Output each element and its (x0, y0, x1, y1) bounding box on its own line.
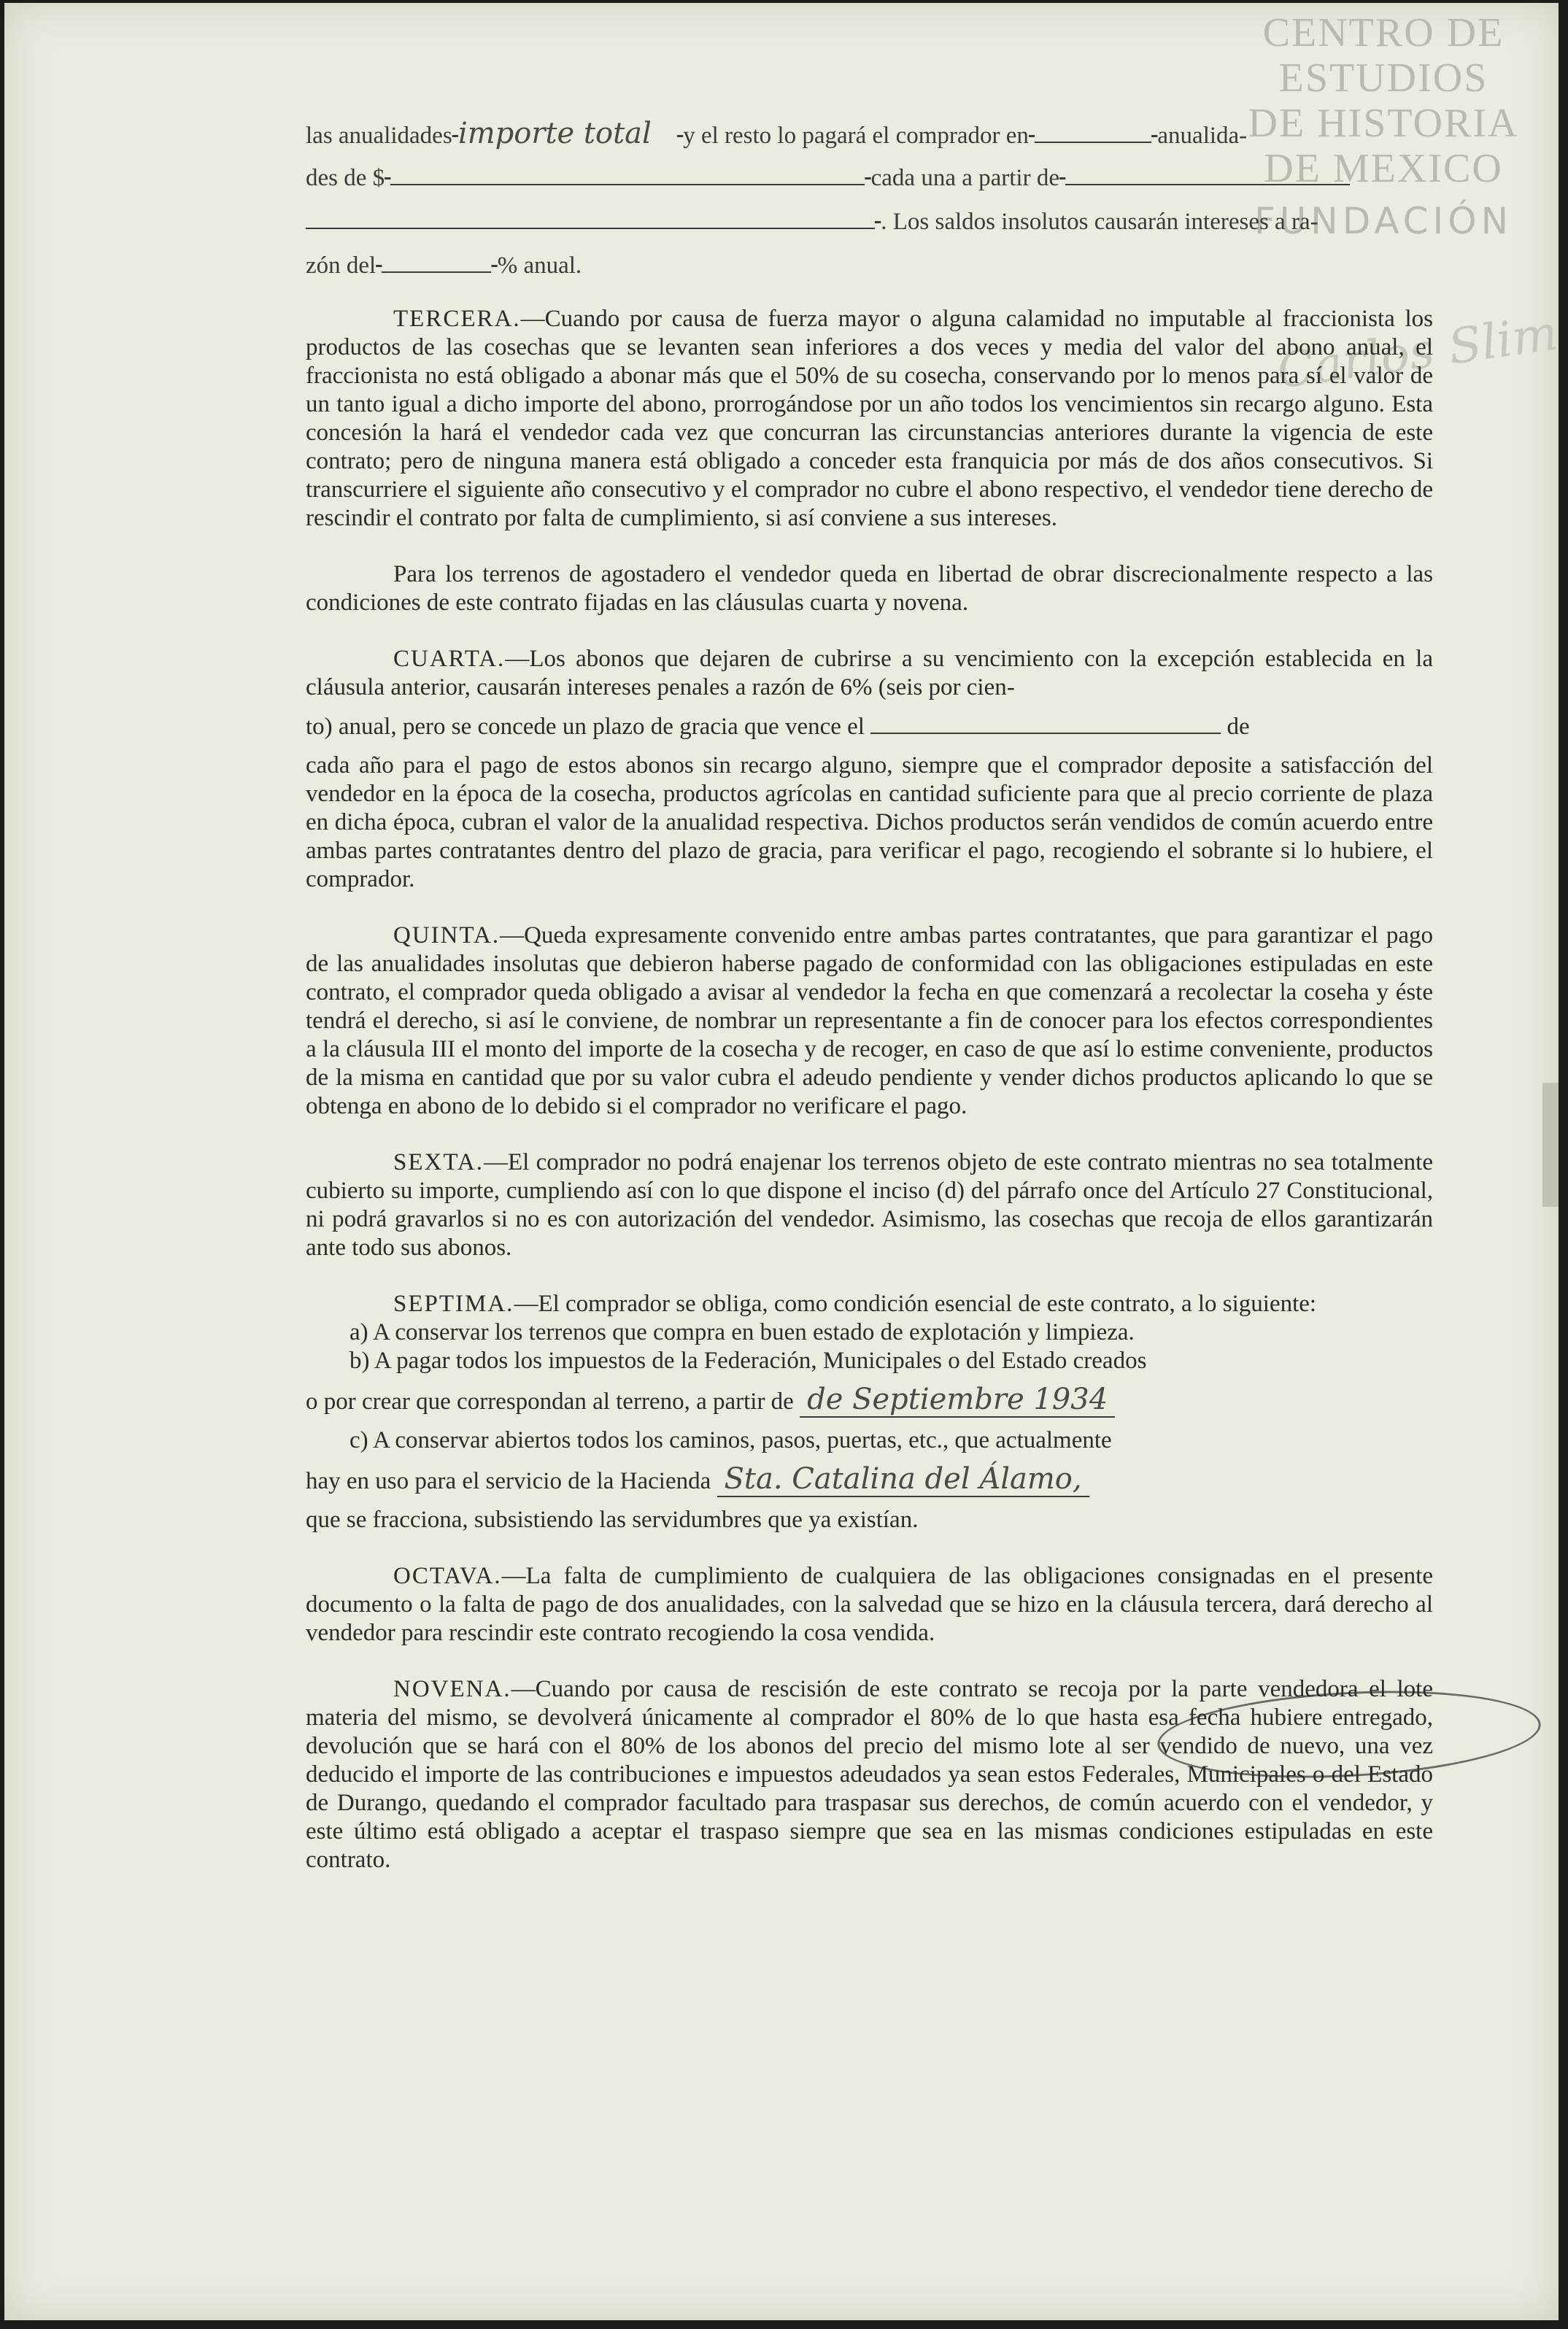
clause-heading: CUARTA. (393, 646, 506, 672)
handwritten-importe: importe total (457, 117, 652, 150)
watermark-signature: Carlos Slim (1273, 304, 1561, 400)
clause-text: —Cuando por causa de fuerza mayor o alguna calamidad no imputable al fraccionista los productos de las cosechas que se levanten sean inferiores a dos veces y media del valor del abono anual, el fraccionista no está obligado a abonar más que el 50% de su cosecha, conservando por lo menos para sí el valor de un tanto igual a dicho importe del abono, prorrogándose por un año todos los vencimientos sin recargo alguno. Esta concesión la hará el vendedor cada vez que concurran las circunstancias anteriores durante la vigencia de este contrato; pero de ninguna manera está obligado a conceder esta franquicia por más de dos años consecutivos. Si transcurriere el siguiente año consecutivo y el comprador no cubre el abono respectivo, el vendedor tiene derecho de rescindir el contrato por falta de cumplimiento, si así conviene a sus intereses. (306, 306, 1433, 531)
clause-tercera (306, 305, 1433, 533)
watermark-line: DE MEXICO (1264, 146, 1503, 191)
watermark-line: DE HISTORIA (1248, 101, 1519, 146)
handwritten-hacienda: Sta. Catalina del Álamo, (717, 1462, 1089, 1497)
clause-text: hay en uso para el servicio de la Hacienda (306, 1468, 711, 1494)
clause-octava (306, 1562, 1433, 1648)
clause-text: de (1227, 714, 1250, 740)
clause-sexta (306, 1148, 1433, 1262)
clause-text: —El comprador se obliga, como condición esencial de este contrato, a lo siguiente: (514, 1291, 1317, 1317)
torn-edge (1542, 1083, 1559, 1207)
clause-text: —Cuando por causa de rescisión de este contrato se recoja por la parte vendedora el lote materia del mismo, se devolverá únicamente al comprador el 80% de lo que hasta esa fecha hubiere entregado, devolución que se hará con el 80% de los abonos del precio del mismo lote al ser vendido de nuevo, una vez deducido el importe de las contribuciones e impuestos adeudados ya sean estos Federales, Municipales o del Estado de Durango, quedando el comprador facultado para traspasar sus derechos, de común acuerdo con el vendedor, y este último está obligado a aceptar el traspaso siempre que sea en las mismas condiciones estipuladas en este contrato. (306, 1676, 1433, 1873)
struck-text: zón del (306, 252, 376, 279)
struck-line-4 (306, 251, 1433, 295)
grace-period-line (306, 712, 1433, 741)
struck-text: y el resto lo pagará el comprador en (683, 123, 1029, 149)
clause-text: —Queda expresamente convenido entre ambas partes contratantes, que para garantizar el pago de las anualidades insolutas que debieron haberse pagado de conformidad con las obligaciones estipuladas en este contrato, el comprador queda obligado a avisar al vendedor la fecha en que comenzará a recolectar la coseha y éste tendrá el derecho, si así le conviene, de nombrar un representante a fin de conocer para los efectos correspondientes a la cláusula III el monto del importe de la cosecha y de recoger, en caso de que así lo estime conveniente, productos de la misma en cantidad que por su valor cubra el adeudo pendiente y vender dichos productos aplicando lo que se obtenga en abono de lo debido si el comprador no verificare el pago. (306, 922, 1433, 1119)
struck-text: anualida- (1157, 123, 1248, 149)
blank-field (1065, 163, 1350, 185)
clause-quinta (306, 922, 1433, 1121)
contract-body (306, 117, 1433, 1902)
clause-text: o por crear que correspondan al terreno, a partir de (306, 1388, 794, 1415)
clause-novena (306, 1675, 1433, 1874)
clause-text: —La falta de cumplimiento de cualquiera de las obligaciones consignadas en el presente documento o la falta de pago de dos anualidades, con la salvedad que se hizo en la cláusula tercera, dará derecho al vendedor para rescindir este contrato recogiendo la cosa vendida. (306, 1563, 1433, 1646)
struck-header (306, 117, 1433, 295)
list-item-b: b) A pagar todos los impuestos de la Federación, Municipales o del Estado creados (349, 1348, 1147, 1374)
clause-text: cada año para el pago de estos abonos sin recargo alguno, siempre que el comprador deposite a satisfacción del vendedor en la época de la cosecha, productos agrícolas en cantidad suficiente para que al precio corriente de plaza en dicha época, cubran el valor de la anualidad respectiva. Dichos productos serán vendidos de común acuerdo entre ambas partes contratantes dentro del plazo de gracia, para verificar el pago, recogiendo el sobrante si lo hubiere, el comprador. (306, 752, 1433, 892)
clause-heading: NOVENA. (393, 1676, 511, 1702)
struck-line-2 (306, 163, 1433, 207)
clause-heading: SEXTA. (393, 1149, 484, 1175)
clause-cuarta (306, 645, 1433, 894)
grace-date-field (870, 712, 1221, 734)
clause-text: —El comprador no podrá enajenar los terrenos objeto de este contrato mientras no sea totalmente cubierto su importe, cumpliendo así con lo que dispone el inciso (d) del párrafo once del Artículo 27 Constitucional, ni podrá gravarlos si no es con autorización del vendedor. Asimismo, las cosechas que recoja de ellos garantizarán ante todo sus abonos. (306, 1149, 1433, 1261)
struck-text: las anualidades (306, 123, 452, 149)
blank-field (390, 163, 865, 185)
document-page (4, 3, 1559, 2320)
clause-text: que se fracciona, subsistiendo las servidumbres que ya existían. (306, 1507, 919, 1533)
watermark-line: ESTUDIOS (1278, 55, 1488, 101)
struck-line-3 (306, 207, 1433, 251)
hacienda-line (306, 1462, 1433, 1496)
watermark-line: CENTRO DE (1262, 10, 1505, 55)
struck-text: cada una a partir de (870, 165, 1059, 191)
list-item-a: a) A conservar los terrenos que compra en buen estado de explotación y limpieza. (349, 1319, 1135, 1345)
clause-heading: SEPTIMA. (393, 1291, 514, 1317)
clause-heading: QUINTA. (393, 922, 501, 949)
struck-line-1 (306, 117, 1433, 163)
list-item-c: c) A conservar abiertos todos los caminos, pasos, puertas, etc., que actualmente (349, 1427, 1112, 1453)
blank-field (1035, 121, 1151, 143)
clause-heading: OCTAVA. (393, 1563, 502, 1589)
paragraph-agostadero (306, 560, 1433, 617)
struck-text: des de $ (306, 165, 385, 191)
watermark-fundacion: FUNDACIÓN (1254, 200, 1513, 242)
clause-heading: TERCERA. (393, 306, 521, 332)
tax-start-line (306, 1383, 1433, 1416)
clause-septima (306, 1290, 1433, 1534)
clause-text: —Los abonos que dejaren de cubrirse a su vencimiento con la excepción establecida en la cláusula anterior, causarán intereses penales a razón de 6% (seis por cien- (306, 646, 1433, 700)
struck-text: % anual. (497, 252, 582, 279)
handwritten-date: de Septiembre 1934 (800, 1383, 1115, 1418)
clause-text: to) anual, pero se concede un plazo de gracia que vence el (306, 714, 865, 740)
blank-field (382, 251, 491, 273)
blank-field (306, 207, 875, 229)
struck-text: . Los saldos insolutos causarán intereses a ra- (881, 209, 1318, 235)
paragraph-text: Para los terrenos de agostadero el vendedor queda en libertad de obrar discrecionalmente respecto a las condiciones de este contrato fijadas en las cláusulas cuarta y novena. (306, 561, 1433, 616)
